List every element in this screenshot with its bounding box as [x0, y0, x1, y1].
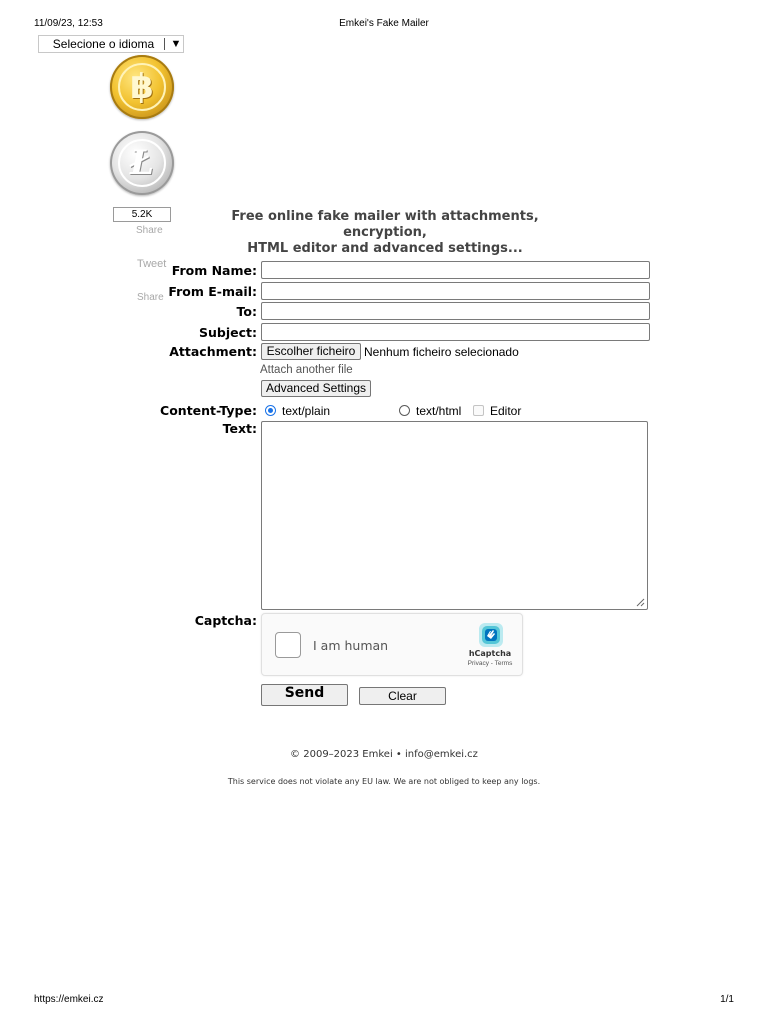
share-count-badge: 5.2K	[113, 207, 171, 222]
language-select[interactable]	[38, 35, 184, 53]
text-plain-radio[interactable]	[265, 405, 276, 416]
content-type-label: Content-Type:	[160, 403, 257, 418]
print-datetime: 11/09/23, 12:53	[34, 18, 103, 29]
subject-label: Subject:	[199, 325, 257, 340]
choose-file-button[interactable]: Escolher ficheiro	[261, 343, 361, 360]
resize-grip-icon[interactable]	[636, 598, 645, 607]
print-page-number: 1/1	[720, 994, 734, 1005]
advanced-settings-button[interactable]: Advanced Settings	[261, 380, 371, 397]
attach-another-file-link[interactable]: Attach another file	[260, 364, 353, 376]
file-status-text: Nenhum ficheiro selecionado	[364, 345, 519, 359]
text-label: Text:	[222, 421, 257, 436]
facebook-share-button[interactable]: Share	[136, 225, 163, 236]
message-textarea[interactable]	[261, 421, 648, 610]
subject-input[interactable]	[261, 323, 650, 341]
text-html-label: text/html	[416, 404, 462, 418]
hcaptcha-privacy-terms-links[interactable]: Privacy - Terms	[467, 660, 513, 667]
editor-label: Editor	[490, 404, 522, 418]
attachment-label: Attachment:	[169, 344, 257, 359]
legal-notice: This service does not violate any EU law. We are not obliged to keep any logs.	[227, 777, 541, 786]
headline-line-1: Free online fake mailer with attachments, encryption,	[231, 209, 539, 240]
from-email-label: From E-mail:	[168, 284, 257, 299]
language-select-value: Selecione o idioma	[52, 37, 155, 51]
litecoin-symbol: Ł	[118, 139, 166, 187]
from-name-label: From Name:	[171, 263, 257, 278]
text-html-radio[interactable]	[399, 405, 410, 416]
hcaptcha-brand: hCaptcha	[468, 649, 512, 658]
bitcoin-symbol: ฿	[118, 63, 166, 111]
language-select-separator	[164, 38, 165, 50]
to-label: To:	[236, 304, 257, 319]
editor-checkbox[interactable]	[473, 405, 484, 416]
tweet-button[interactable]: Tweet	[137, 258, 167, 270]
captcha-checkbox[interactable]	[275, 632, 301, 658]
captcha-label-text: I am human	[313, 638, 389, 653]
chevron-down-icon[interactable]: ▼	[170, 38, 182, 50]
print-url: https://emkei.cz	[34, 994, 104, 1005]
bitcoin-donate-icon[interactable]	[110, 55, 174, 119]
send-button[interactable]: Send	[261, 684, 348, 706]
clear-button[interactable]: Clear	[359, 687, 446, 705]
to-input[interactable]	[261, 302, 650, 320]
litecoin-donate-icon[interactable]	[110, 131, 174, 195]
captcha-label: Captcha:	[194, 613, 257, 628]
linkedin-share-button[interactable]: Share	[137, 292, 164, 303]
text-plain-label: text/plain	[282, 404, 331, 418]
page-headline	[200, 209, 570, 257]
print-page-title: Emkei's Fake Mailer	[339, 18, 429, 29]
copyright-text: © 2009–2023 Emkei • info@emkei.cz	[290, 749, 478, 760]
hcaptcha-widget	[261, 613, 523, 676]
hcaptcha-logo-icon	[476, 621, 506, 649]
headline-line-2: HTML editor and advanced settings...	[247, 241, 523, 256]
from-name-input[interactable]	[261, 261, 650, 279]
from-email-input[interactable]	[261, 282, 650, 300]
